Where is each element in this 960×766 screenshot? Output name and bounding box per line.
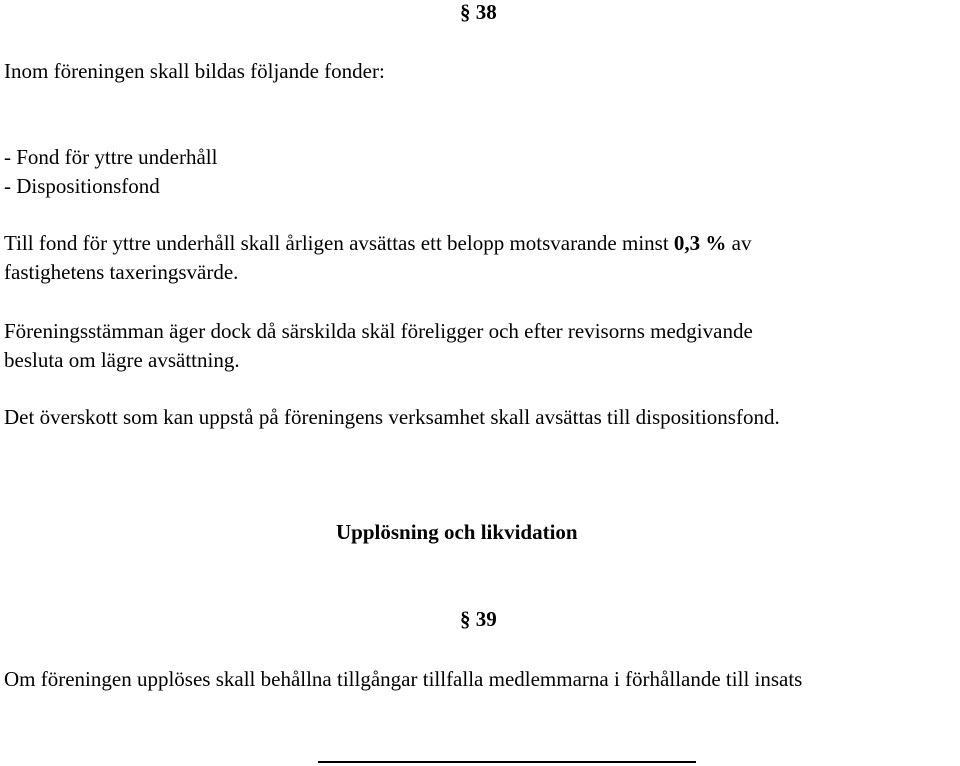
dissolution-text: Om föreningen upplöses skall behållna tillgångar tillfalla medlemmarna i förhållande till insats (4, 667, 803, 691)
maintenance-paragraph-line-1 (4, 231, 752, 255)
maintenance-text-after: av (726, 231, 752, 255)
maintenance-paragraph-line-2: fastighetens taxeringsvärde. (4, 260, 239, 284)
meeting-paragraph-line-1: Föreningsstämman äger dock då särskilda skäl föreligger och efter revisorns medgivande (4, 319, 753, 343)
maintenance-percentage: 0,3 % (673, 231, 727, 255)
surplus-paragraph: Det överskott som kan uppstå på föreningens verksamhet skall avsättas till dispositionsfond. (4, 405, 780, 429)
meeting-paragraph-line-2: besluta om lägre avsättning. (4, 348, 240, 372)
section-39-heading: § 39 (460, 607, 497, 631)
fund-item-exterior-maintenance: - Fond för yttre underhåll (4, 145, 218, 169)
maintenance-text-before: Till fond för yttre underhåll skall årligen avsättas ett belopp motsvarande minst (4, 231, 674, 255)
section-38-heading: § 38 (460, 0, 497, 24)
footnote-divider (318, 761, 696, 763)
dissolution-title: Upplösning och likvidation (336, 520, 578, 544)
fund-item-disposition: - Dispositionsfond (4, 174, 160, 198)
intro-text: Inom föreningen skall bildas följande fonder: (4, 59, 385, 83)
